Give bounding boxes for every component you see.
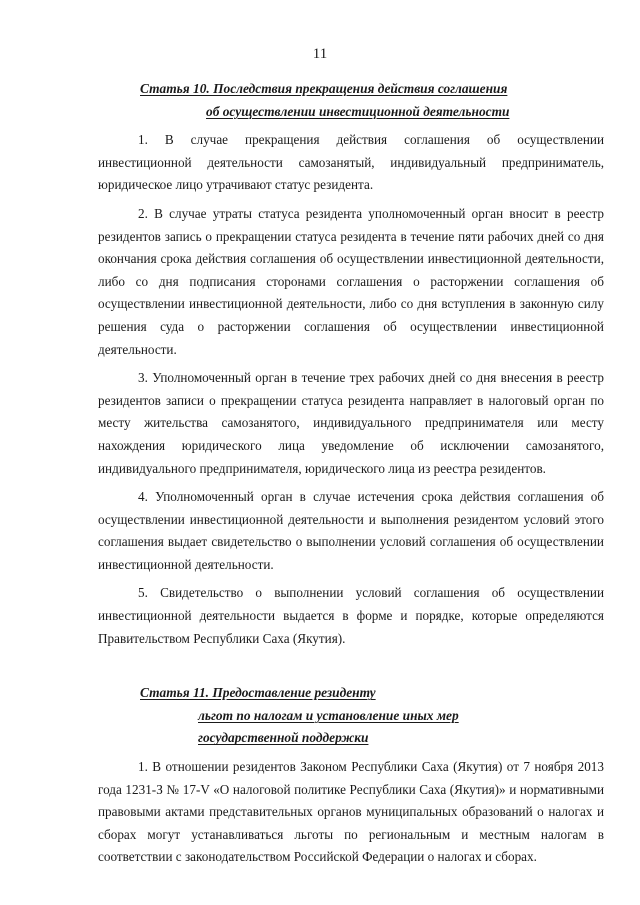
article-10-paragraph-2: 2. В случае утраты статуса резидента уполномоченный орган вносит в реестр резидентов запись о прекращении статуса резидента в течение пяти рабочих дней со дня окончания срока действия соглашения об осуществлении инвестиционной деятельности, либо со дня подписания сторонами соглашения о расторжении соглашения об осуществлении инвестиционной деятельности, либо со дня вступления в законную силу решения суда о расторжении соглашения об осуществлении инвестиционной деятельности. <box>98 205 604 357</box>
article-10-heading-line-2: об осуществлении инвестиционной деятельности <box>206 103 510 119</box>
article-11-heading-line-1: Статья 11. Предоставление резиденту <box>140 685 376 701</box>
article-10-paragraph-1: 1. В случае прекращения действия соглашения об осуществлении инвестиционной деятельности самозанятый, индивидуальный предприниматель, юридическое лицо утрачивают статус резидента. <box>98 132 604 193</box>
article-11-heading-line-2: льгот по налогам и установление иных мер <box>198 707 459 723</box>
article-10-heading <box>98 78 604 123</box>
article-10-paragraph-5: 5. Свидетельство о выполнении условий соглашения об осуществлении инвестиционной деятельности выдается в форме и порядке, которые определяются Правительством Республики Саха (Якутия). <box>98 585 604 646</box>
article-11-heading-line-3: государственной поддержки <box>198 730 369 746</box>
document-body <box>98 78 604 869</box>
article-10-paragraph-3: 3. Уполномоченный орган в течение трех рабочих дней со дня внесения в реестр резидентов записи о прекращении статуса резидента направляет в налоговый орган по месту жительства самозанятого, индивидуального предпринимателя или месту нахождения юридического лица уведомление об исключении самозанятого, индивидуального предпринимателя, юридического лица из реестра резидентов. <box>98 370 604 476</box>
article-10-paragraph-4: 4. Уполномоченный орган в случае истечения срока действия соглашения об осуществлении инвестиционной деятельности и выполнения резидентом условий этого соглашения выдает свидетельство о выполнении условий соглашения об осуществлении инвестиционной деятельности. <box>98 489 604 572</box>
article-11-paragraph-1: 1. В отношении резидентов Законом Республики Саха (Якутия) от 7 ноября 2013 года 1231-З № 17-V «О налоговой политике Республики Саха (Якутия)» и нормативными правовыми актами представительных органов муниципальных образований о налогах и сборах могут устанавливаться льготы по региональным и местным налогам в соответствии с законодательством Российской Федерации о налогах и сборах. <box>98 759 604 865</box>
page-number: 11 <box>312 46 328 62</box>
article-11-heading <box>98 682 604 750</box>
article-10-heading-line-1: Статья 10. Последствия прекращения действия соглашения <box>140 81 508 96</box>
